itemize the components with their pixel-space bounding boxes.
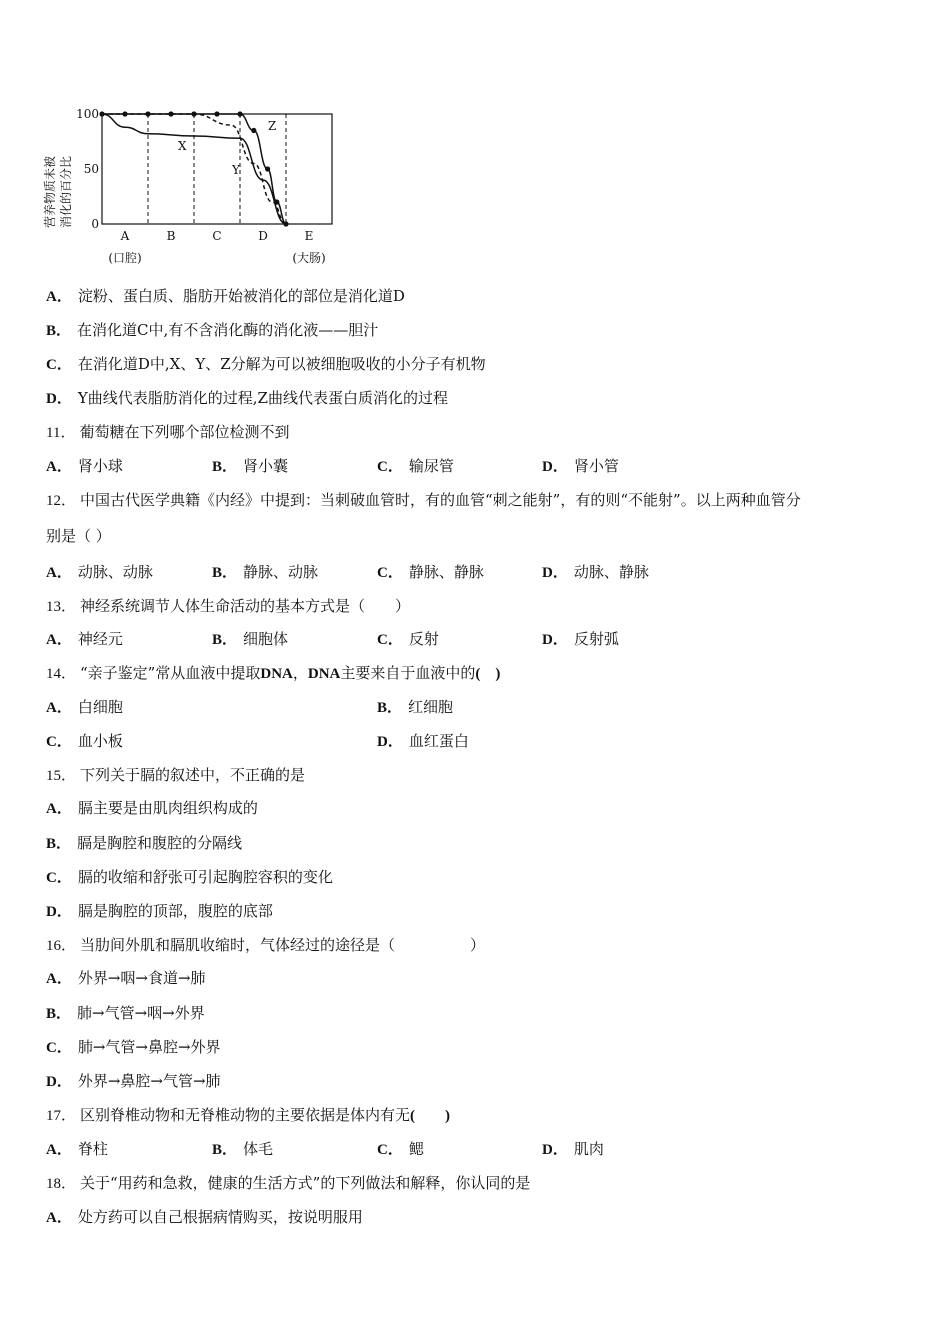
q11-option-a: A． 肾小球	[46, 457, 123, 475]
curve-label-y: Y	[232, 163, 240, 177]
y-ticks	[76, 107, 99, 231]
q17-option-b: B． 体毛	[212, 1140, 274, 1158]
segment-label-e: E	[304, 229, 314, 243]
curve-z-point	[283, 221, 288, 226]
x-segments	[108, 229, 325, 265]
y-axis-label-line2: 消化的百分比	[59, 155, 73, 229]
q17-stem: 17． 区别脊椎动物和无脊椎动物的主要依据是体内有无( )	[46, 1106, 451, 1124]
q14-option-a: A． 白细胞	[46, 698, 123, 716]
q15-option-d: D． 膈是胸腔的顶部，腹腔的底部	[46, 902, 273, 920]
q10-option-d: D． Y曲线代表脂肪消化的过程,Z曲线代表蛋白质消化的过程	[46, 389, 448, 407]
q12-stem: 12． 中国古代医学典籍《内经》中提到：当刺破血管时，有的血管“刺之能射”，有的则“不能射”。以上两种血管分	[46, 491, 801, 509]
q13-option-a: A． 神经元	[46, 630, 123, 648]
q14-option-c: C． 血小板	[46, 732, 123, 750]
curve-z-point	[191, 111, 196, 116]
digestion-chart	[40, 100, 360, 270]
q13-stem: 13． 神经系统调节人体生命活动的基本方式是（ ）	[46, 597, 411, 615]
q17-option-c: C． 鳃	[377, 1140, 424, 1158]
curve-label-x: X	[178, 139, 187, 153]
q12-option-b: B． 静脉、动脉	[212, 563, 319, 581]
y-tick-label: 50	[83, 162, 99, 176]
q11-stem: 11． 葡萄糖在下列哪个部位检测不到	[46, 423, 290, 441]
q14-stem: 14． “亲子鉴定”常从血液中提取DNA，DNA主要来自于血液中的( )	[46, 664, 501, 682]
q12-option-d: D． 动脉、静脉	[542, 563, 649, 581]
q17-option-a: A． 脊柱	[46, 1140, 108, 1158]
q11-option-b: B． 肾小囊	[212, 457, 289, 475]
q16-option-a: A． 外界→咽→食道→肺	[46, 969, 206, 987]
curve-z-point	[251, 128, 256, 133]
q10-option-a: A． 淀粉、蛋白质、脂肪开始被消化的部位是消化道D	[46, 287, 405, 305]
q11-option-c: C． 输尿管	[377, 457, 454, 475]
q10-option-c: C． 在消化道D中,X、Y、Z分解为可以被细胞吸收的小分子有机物	[46, 355, 486, 373]
q14-option-d: D． 血红蛋白	[377, 732, 469, 750]
q16-option-d: D． 外界→鼻腔→气管→肺	[46, 1072, 221, 1090]
segment-note-e: (大肠)	[292, 251, 326, 265]
curve-z-point	[122, 111, 127, 116]
q12-option-a: A． 动脉、动脉	[46, 563, 153, 581]
q15-option-c: C． 膈的收缩和舒张可引起胸腔容积的变化	[46, 868, 333, 886]
q14-option-b: B． 红细胞	[377, 698, 454, 716]
curve-z-point	[274, 199, 279, 204]
segment-note-a: (口腔)	[108, 251, 142, 265]
q16-option-c: C． 肺→气管→鼻腔→外界	[46, 1038, 221, 1056]
y-tick-label: 0	[91, 217, 99, 231]
q13-option-c: C． 反射	[377, 630, 439, 648]
q16-stem: 16． 当肋间外肌和膈肌收缩时，气体经过的途径是（ ）	[46, 936, 486, 954]
q13-option-b: B． 细胞体	[212, 630, 289, 648]
y-tick-label: 100	[76, 107, 99, 121]
curve-z-point	[214, 111, 219, 116]
q15-option-a: A． 膈主要是由肌肉组织构成的	[46, 799, 258, 817]
q12-stem-continued: 别是（ ）	[46, 527, 111, 545]
curve-z-point	[145, 111, 150, 116]
curve-label-z: Z	[268, 119, 277, 133]
segment-label-a: A	[120, 229, 130, 243]
q13-option-d: D． 反射弧	[542, 630, 619, 648]
curve-z-point	[237, 111, 242, 116]
y-axis-label-line1: 营养物质未被	[43, 155, 57, 229]
curve-z-point	[265, 166, 270, 171]
segment-label-d: D	[258, 229, 268, 243]
curve-labels	[178, 119, 276, 177]
segment-label-c: C	[212, 229, 222, 243]
q11-option-d: D． 肾小管	[542, 457, 619, 475]
q18-stem: 18． 关于“用药和急救，健康的生活方式”的下列做法和解释，你认同的是	[46, 1174, 531, 1192]
q16-option-b: B． 肺→气管→咽→外界	[46, 1004, 205, 1022]
digestion-chart-svg	[40, 100, 360, 270]
curve-z-point	[168, 111, 173, 116]
q12-option-c: C． 静脉、静脉	[377, 563, 484, 581]
q18-option-a: A． 处方药可以自己根据病情购买，按说明服用	[46, 1208, 363, 1226]
q10-option-b: B． 在消化道C中,有不含消化酶的消化液——胆汁	[46, 321, 379, 339]
curve-z-point	[99, 111, 104, 116]
segment-label-b: B	[166, 229, 176, 243]
q17-option-d: D． 肌肉	[542, 1140, 604, 1158]
q15-stem: 15． 下列关于膈的叙述中，不正确的是	[46, 766, 306, 784]
q15-option-b: B． 膈是胸腔和腹腔的分隔线	[46, 834, 243, 852]
